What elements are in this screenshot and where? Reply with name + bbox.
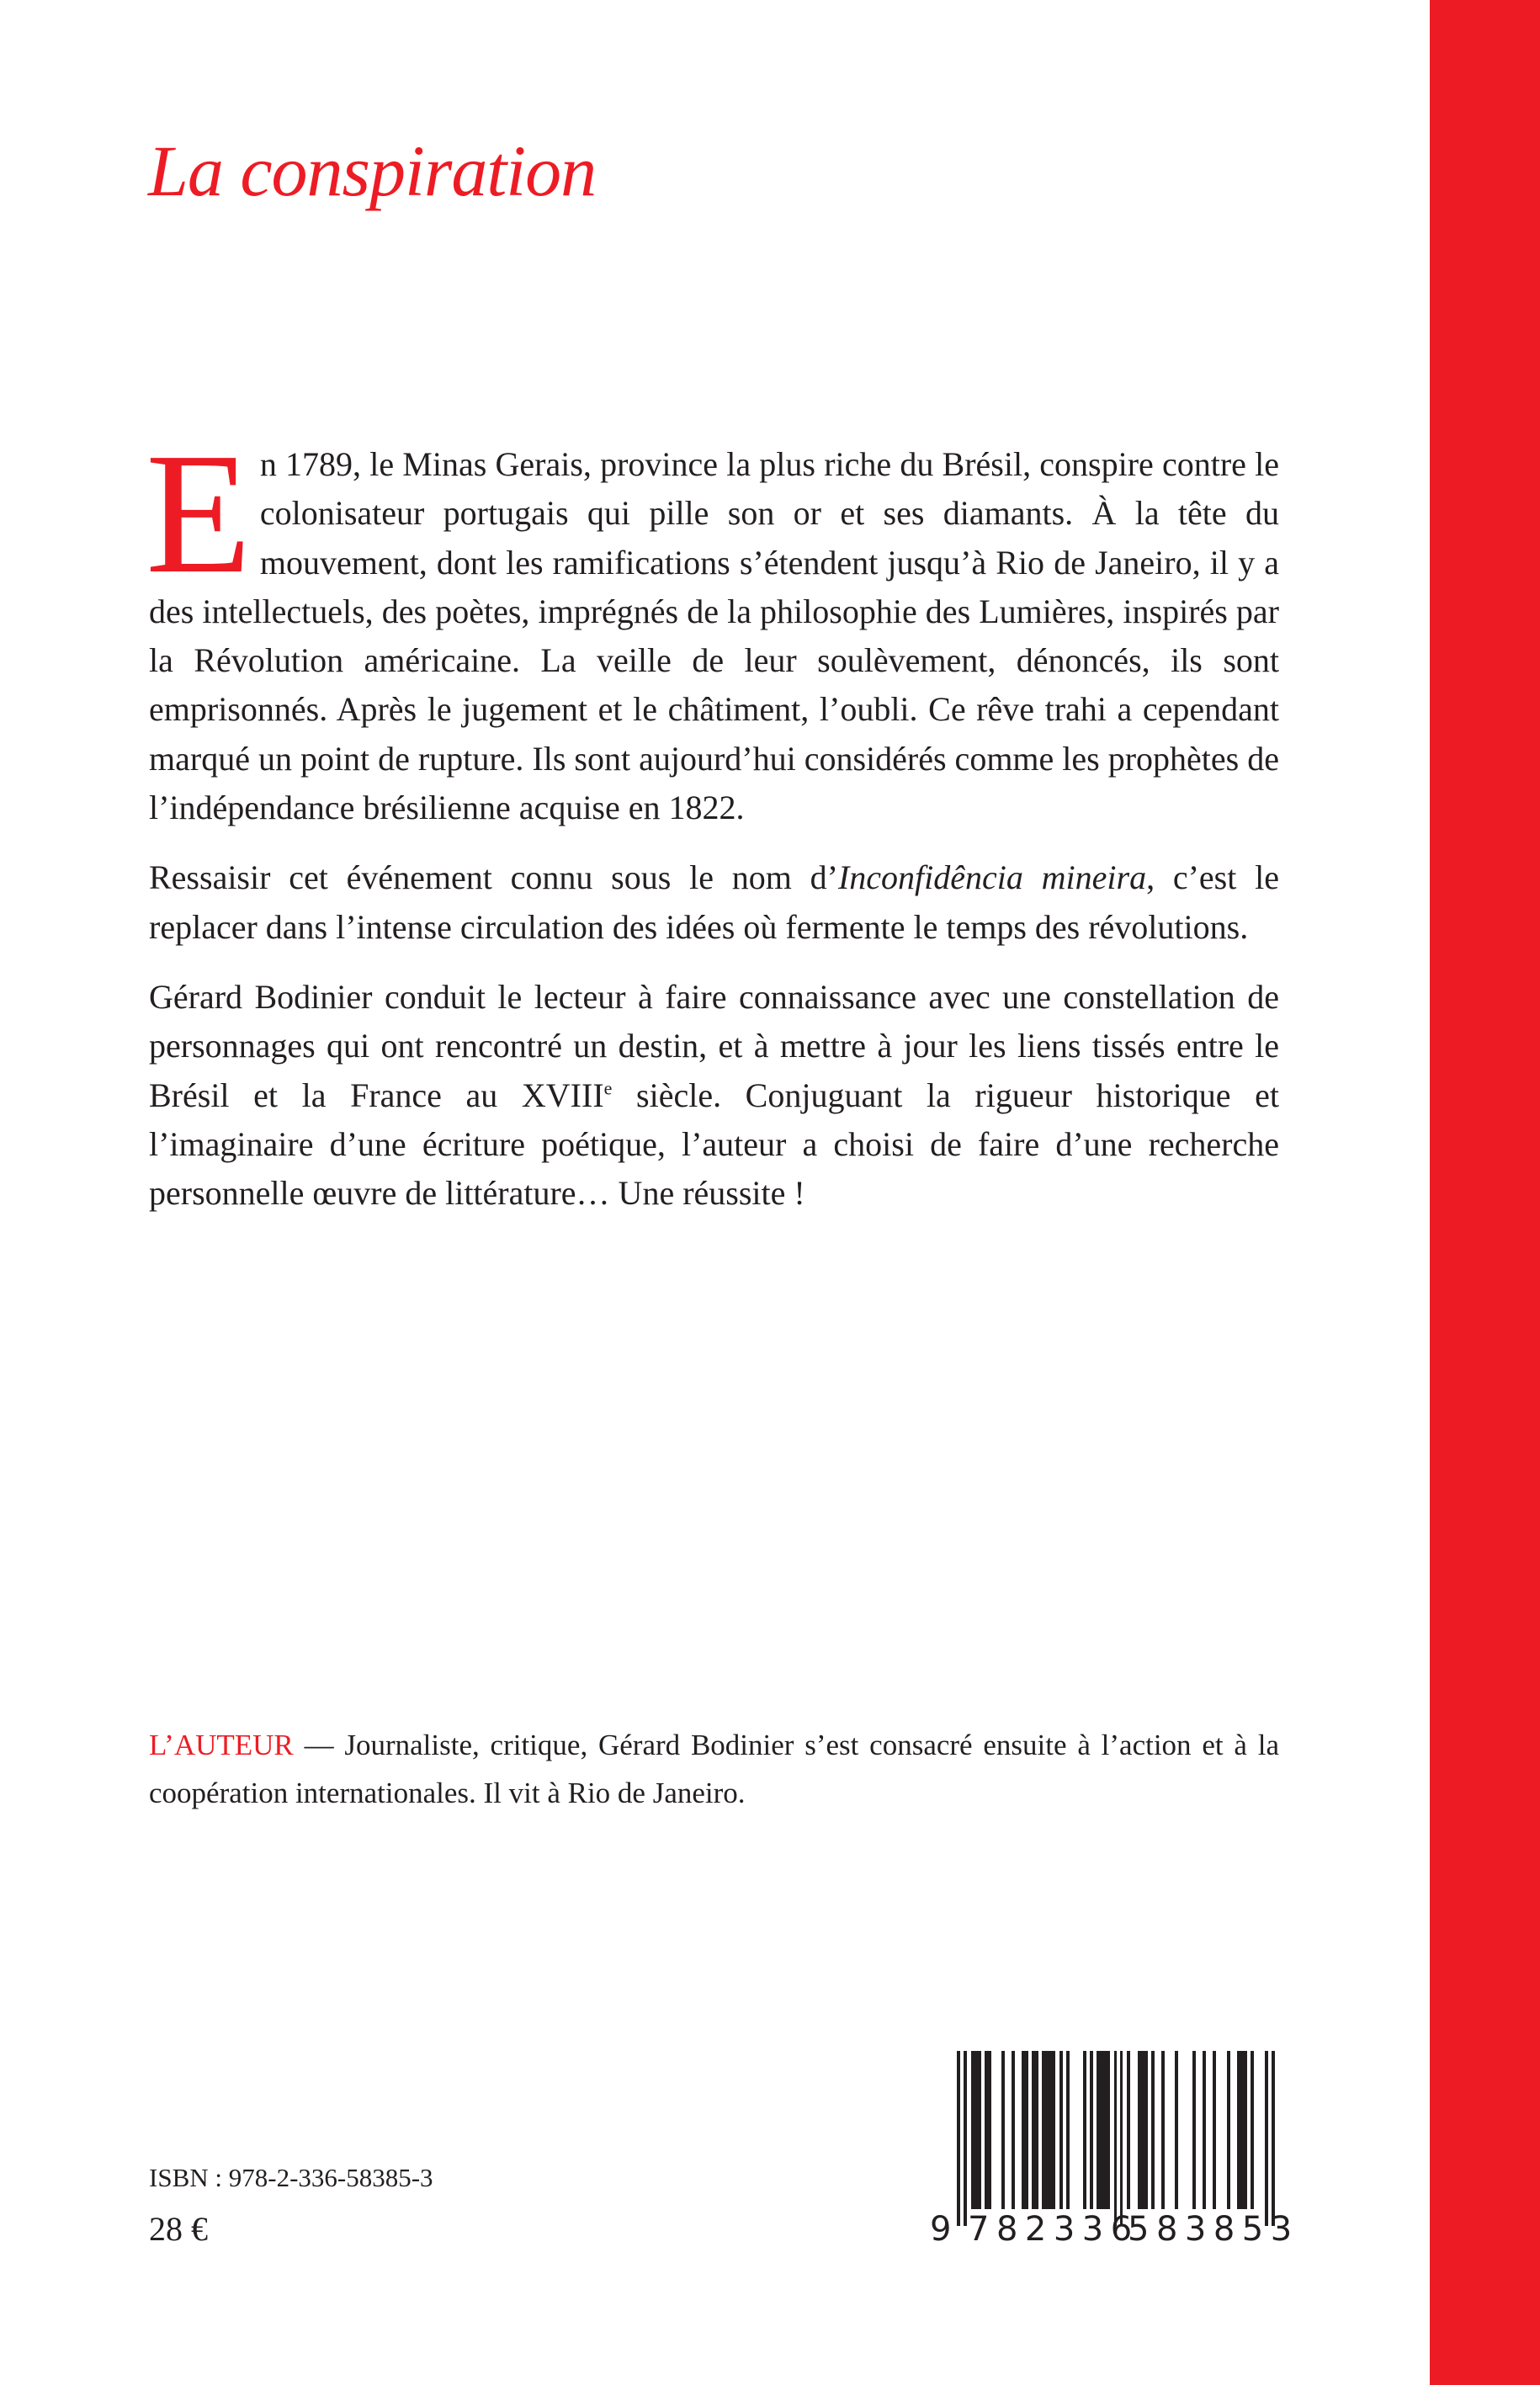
blurb-text: siècle. Conjuguant la rigueur historique et l’imaginaire d’une écriture poétique, l’auteur a choisi de faire d’une recherche personnelle œuvre de littérature… Une réussite ! — [149, 1076, 1279, 1213]
barcode-digit-first: 9 — [930, 2210, 952, 2249]
red-spine-bar — [1430, 0, 1540, 2385]
book-title: La conspiration — [148, 130, 597, 211]
barcode-digits-right: 583853 — [1128, 2210, 1299, 2249]
italic-term: Inconfidência mineira — [837, 858, 1147, 897]
author-label: L’AUTEUR — [149, 1729, 294, 1761]
blurb-paragraph-3 — [149, 973, 1279, 1218]
blurb-paragraph-1-text: n 1789, le Minas Gerais, province la plus riche du Brésil, conspire contre le colonisateur portugais qui pille son or et ses diamants. À la tête du mouvement, dont les ramifications s’étendent jusqu’à Rio de Janeiro, il y a des intellectuels, des poètes, imprégnés de la philosophie des Lumières, inspirés par la Révolution américaine. La veille de leur soulèvement, dénoncés, ils sont emprisonnés. Après le jugement et le châtiment, l’oubli. Ce rêve trahi a cependant marqué un point de rupture. Ils sont aujourd’hui considérés comme les prophètes de l’indépendance brésilienne acquise en 1822. — [149, 445, 1279, 827]
author-bio-text: — Journaliste, critique, Gérard Bodinier s’est consacré ensuite à l’action et à la coopération internationales. Il vit à Rio de Janeiro. — [149, 1729, 1279, 1809]
author-bio — [149, 1721, 1279, 1817]
blurb-text: Ressaisir cet événement connu sous le nom d’ — [149, 858, 838, 897]
isbn: ISBN : 978-2-336-58385-3 — [149, 2163, 433, 2192]
blurb-text: Gérard Bodinier conduit le lecteur à faire connaissance avec une constellation de personnages qui ont rencontré un destin, et à mettre à jour les liens tissés entre le Brésil et la France au XVIII — [149, 977, 1279, 1114]
blurb-text: , c’est le replacer dans l’intense circulation des idées où fermente le temps des révolutions. — [149, 858, 1280, 946]
blurb — [146, 417, 1280, 1239]
price: 28 € — [149, 2210, 208, 2248]
barcode-icon — [929, 2051, 1282, 2228]
superscript: e — [603, 1077, 613, 1099]
drop-cap: E — [146, 417, 252, 609]
blurb-paragraph-1 — [146, 417, 1279, 832]
barcode-digits-left: 782336 — [968, 2210, 1139, 2249]
blurb-paragraph-2 — [149, 853, 1279, 952]
